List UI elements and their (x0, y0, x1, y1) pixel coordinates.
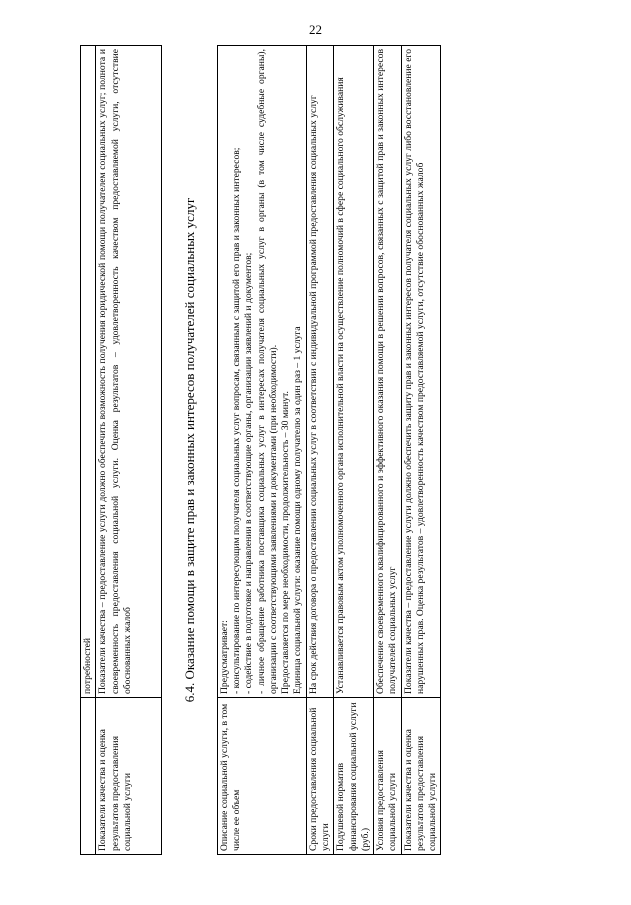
paragraph: Показатели качества – предоставление услуги должно обеспечить возможность получения юридической помощи получателем социальных услуг; полнота и своевременность предоставления социальной услуги. Оценка результатов – удовлетворенность качеством предоставляемой услуги, отсутствие обоснованных жалоб (97, 49, 133, 694)
row-label (81, 698, 96, 855)
row-content (374, 46, 402, 698)
table-row (334, 46, 374, 855)
row-content (401, 46, 441, 698)
page-number: 22 (309, 22, 322, 37)
row-content (96, 46, 162, 698)
paragraph: Предоставляется по мере необходимости, продолжительность – 30 минут. (280, 391, 292, 694)
row-content (334, 46, 374, 698)
table-row (306, 46, 334, 855)
row-content (217, 46, 306, 698)
paragraph: Обеспечение своевременного квалифицированного и эффективного оказания помощи в решении вопросов, связанных с защитой прав и законных интересов получателей социальных услуг (375, 49, 399, 694)
row-label: Условия предоставления социальной услуги (374, 698, 402, 855)
table-2 (217, 45, 442, 855)
row-label: Описание социальной услуги, в том числе ее объем (217, 698, 306, 855)
row-label: Сроки предоставления социальной услуги (306, 698, 334, 855)
table-row (217, 46, 306, 855)
table-1 (80, 45, 162, 855)
table-row (374, 46, 402, 855)
row-label: Показатели качества и оценка результатов предоставления социальной услуги (401, 698, 441, 855)
row-content (306, 46, 334, 698)
table-row (81, 46, 96, 855)
paragraph: - консультирование по интересующим получателя социальных услуг вопросам, связанным с защитой его прав и законных интересов; (231, 147, 243, 694)
paragraph: Устанавливается правовым актом уполномоченного органа исполнительной власти на осуществление полномочий в сфере социального обслуживания (335, 77, 347, 694)
row-label: Показатели качества и оценка результатов предоставления социальной услуги (96, 698, 162, 855)
row-content (81, 46, 96, 698)
row-label: Подушевой норматив финансирования социальной услуги (руб.) (334, 698, 374, 855)
paragraph: потребностей (82, 637, 93, 694)
table-row (401, 46, 441, 855)
paragraph: Предусматривает: (218, 620, 230, 694)
table-row (96, 46, 162, 855)
rotated-content (80, 45, 550, 855)
section-heading: 6.4. Оказание помощи в защите прав и законных интересов получателей социальных услуг (182, 197, 198, 703)
paragraph: - содействие в подготовке и направлении в соответствующие органы, организации заявлений и документов; (243, 252, 255, 694)
paragraph: - личное обращение работника поставщика социальных услуг в интересах получателя социальных услуг в органы (в том числе судебные органы), организации с соответствующими заявлениями и документами (при необходимости). (255, 49, 279, 694)
paragraph: Единица социальной услуги: оказание помощи одному получателю за один раз – 1 услуга (292, 326, 304, 694)
paragraph: Показатели качества – предоставление услуги должно обеспечить защиту прав и законных интересов получателя социальных услуг либо восстановление его нарушенных прав. Оценка результатов – удовлетворенность качеством предоставляемой услуги, отсутствие обоснованных жалоб (402, 49, 426, 694)
paragraph: На срок действия договора о предоставлении социальных услуг в соответствии с индивидуальной программой предоставления социальных услуг (307, 95, 319, 694)
